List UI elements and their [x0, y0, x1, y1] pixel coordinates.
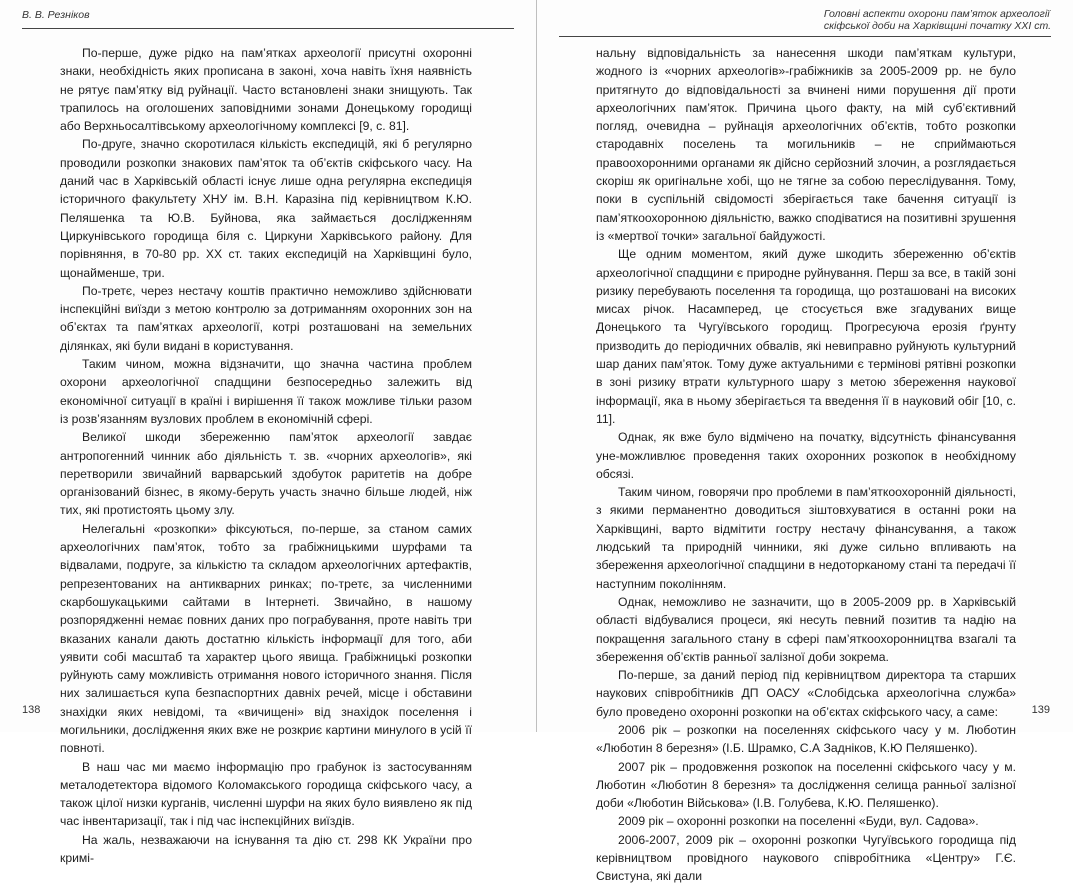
header-line: Головні аспекти охорони пам’яток археології	[823, 8, 1050, 20]
right-body-text	[596, 44, 1016, 886]
left-body-text	[60, 44, 472, 867]
running-header-author: В. В. Резніков	[22, 9, 90, 21]
header-rule	[559, 36, 1051, 37]
header-rule	[22, 28, 514, 29]
running-header-title	[824, 8, 1051, 32]
paragraph: 2006-2007, 2009 рік – охоронні розкопки Чугуївського городища під керівництвом провідного наукового співробітника «Центру» Г.Є. Свистуна, які дали	[596, 832, 1016, 884]
paragraph: В наш час ми маємо інформацію про грабунок із застосуванням металодетектора відомого Коломакського городища скіфського часу, а також цілої низки курганів, численні шурфи на яких було виявлено як під час інвентаризації, так і під час інспекційних виїздів.	[60, 759, 472, 829]
paragraph: Нелегальні «розкопки» фіксуються, по-перше, за станом самих археологічних пам’яток, тобто за грабіжницькими шурфами та відвалами, подруге, за кількістю та складом археологічних артефактів, репрезентованих на антикварних ринках; по-третє, за численними скарбошукацькими сайтами в Інтернеті. Звичайно, в нашому розпорядженні немає повних даних про пограбування, проте навіть три вказаних канали дають достатню кількість інформації для того, аби уявити собі масштаб та характер цього явища. Грабіжницькі розкопки руйнують саму можливість отримання нового історичного знання. Після них залишається купа безпаспортних давніх речей, місце і обставини знахідки яких невідомі, та «вичищені» від знахідок поселення і могильники, дослідження яких вже не розкриє картини минулого в усій її повноті.	[60, 521, 472, 756]
paragraph: Таким чином, говорячи про проблеми в пам’яткоохоронній діяльності, з якими перманентно доводиться зіштовхуватися в останні роки на Харківщині, варто відмітити гостру нестачу фінансування, а також людський та природній чинники, які дуже сильно впливають на збереження археологічної спадщини в недоторканому стані та передачі її наступним поколінням.	[596, 485, 1016, 591]
paragraph: Ще одним моментом, який дуже шкодить збереженню об’єктів археологічної спадщини є природне руйнування. Перш за все, в такій зоні ризику перебувають поселення та городища, що розташовані на високих мисах річок. Насамперед, це стосується вже згадуваних вище Донецького та Чугуївського городищ. Прогресуюча ерозія ґрунту призводить до періодичних обвалів, які невиправно руйнують культурний шар даних пам’яток. Тому дуже актуальними є термінові рятівні розкопки в зоні ризику втрати культурного шару з метою збереження наукової інформації, яка в ньому зберігається та введення її в науковий обіг [10, с. 11].	[596, 247, 1016, 426]
paragraph: Великої шкоди збереженню пам’яток археології завдає антропогенний чинник або діяльність т. зв. «чорних археологів», які перетворили звичайний варварський здобуток раритетів на добре організований бізнес, в якому-беруть участь значно більше людей, ніж тих, які протистоять цьому злу.	[60, 430, 472, 518]
paragraph: Однак, як вже було відмічено на початку, відсутність фінансування уне-можливлює проведення таких охоронних розкопок в необхідному обсязі.	[596, 430, 1016, 481]
paragraph: По-друге, значно скоротилася кількість експедицій, які б регулярно проводили розкопки знакових пам’яток та об’єктів скіфського часу. На даний час в Харківській області існує лише одна регулярна експедиція історичного факультету ХНУ ім. В.Н. Каразіна під керівництвом К.Ю. Пеляшенка та Ю.В. Буйнова, яка займається дослідженням Циркунівського городища біля с. Циркуни Харківського району. Для порівняння, в 70-80 рр. ХХ ст. таких експедицій на Харківщині було, щонайменше, три.	[60, 137, 472, 280]
paragraph: 2009 рік – охоронні розкопки на поселенні «Буди, вул. Садова».	[618, 814, 979, 829]
header-line: скіфської доби на Харківщині початку ХХІ ст.	[823, 20, 1051, 32]
paragraph: 2007 рік – продовження розкопок на поселенні скіфського часу у м. Люботин «Люботин 8 березня» та дослідження селища ранньої залізної доби «Люботин Військова» (І.В. Голубева, К.Ю. Пеляшенко).	[596, 759, 1016, 811]
page-number: 139	[1031, 704, 1050, 716]
paragraph: По-перше, за даний період під керівництвом директора та старших наукових співробітників ДП ОАСУ «Слобідська археологічна служба» було проведено охоронні розкопки на об’єктах скіфського часу, а саме:	[596, 668, 1016, 719]
right-page	[537, 0, 1073, 884]
paragraph: На жаль, незважаючи на існування та дію ст. 298 КК України про кримі-	[60, 832, 472, 866]
paragraph: нальну відповідальність за нанесення шкоди пам’яткам культури, жодного із «чорних археологів»-грабіжників за 2005-2009 рр. не було притягнуто до відповідальності за вчинені ними порушення дії проти археологічних пам’яток. Причина цього факту, на мій суб’єктивний погляд, очевидна – руйнація археологічних об’єктів, тобто розкопки стародавніх поселень та могильників – не сприймаються правоохоронними органами як дійсно серйозний злочин, а розглядається скоріш як оригінальне хобі, що не тягне за собою переслідування. Тому, поки в суспільній свідомості зберігається таке бачення ситуації із пам’яткоохоронною діяльністю, важко сподіватися на позитивні зрушення із «мертвої точки» загальної байдужості.	[596, 46, 1016, 243]
page-number: 138	[22, 704, 41, 716]
left-page	[0, 0, 536, 866]
paragraph: Однак, неможливо не зазначити, що в 2005-2009 рр. в Харківській області відбувалися процеси, які несуть певний позитив та надію на покращення загального стану в сфері пам’яткоохоронництва взагалі та збереження об’єктів ранньої залізної доби зокрема.	[596, 594, 1016, 664]
paragraph: Таким чином, можна відзначити, що значна частина проблем охорони археологічної спадщини безпосередньо залежить від економічної ситуації в країні і вирішення її також можливе тільки разом із розв’язанням вузлових проблем в економічній сфері.	[60, 357, 472, 426]
paragraph: По-перше, дуже рідко на пам’ятках археології присутні охоронні знаки, необхідність яких прописана в законі, хоча навіть їхня наявність не рятує пам’ятку від руйнації. Часто встановлені знаки знищують. Так трапилось на оголошених заповідними зонами Донецькому городищі або Верхньосалтівському археологічному комплексі [9, с. 81].	[60, 46, 472, 134]
paragraph: 2006 рік – розкопки на поселеннях скіфського часу у м. Люботин «Люботин 8 березня» (І.Б. Шрамко, С.А Задніков, К.Ю Пеляшенко).	[596, 722, 1016, 756]
paragraph: По-третє, через нестачу коштів практично неможливо здійснювати інспекційні виїзди з метою контролю за дотриманням охоронних зон на об’єктах та пам’ятках археології, котрі розташовані на земельних ділянках, які були видані в користування.	[60, 283, 472, 353]
